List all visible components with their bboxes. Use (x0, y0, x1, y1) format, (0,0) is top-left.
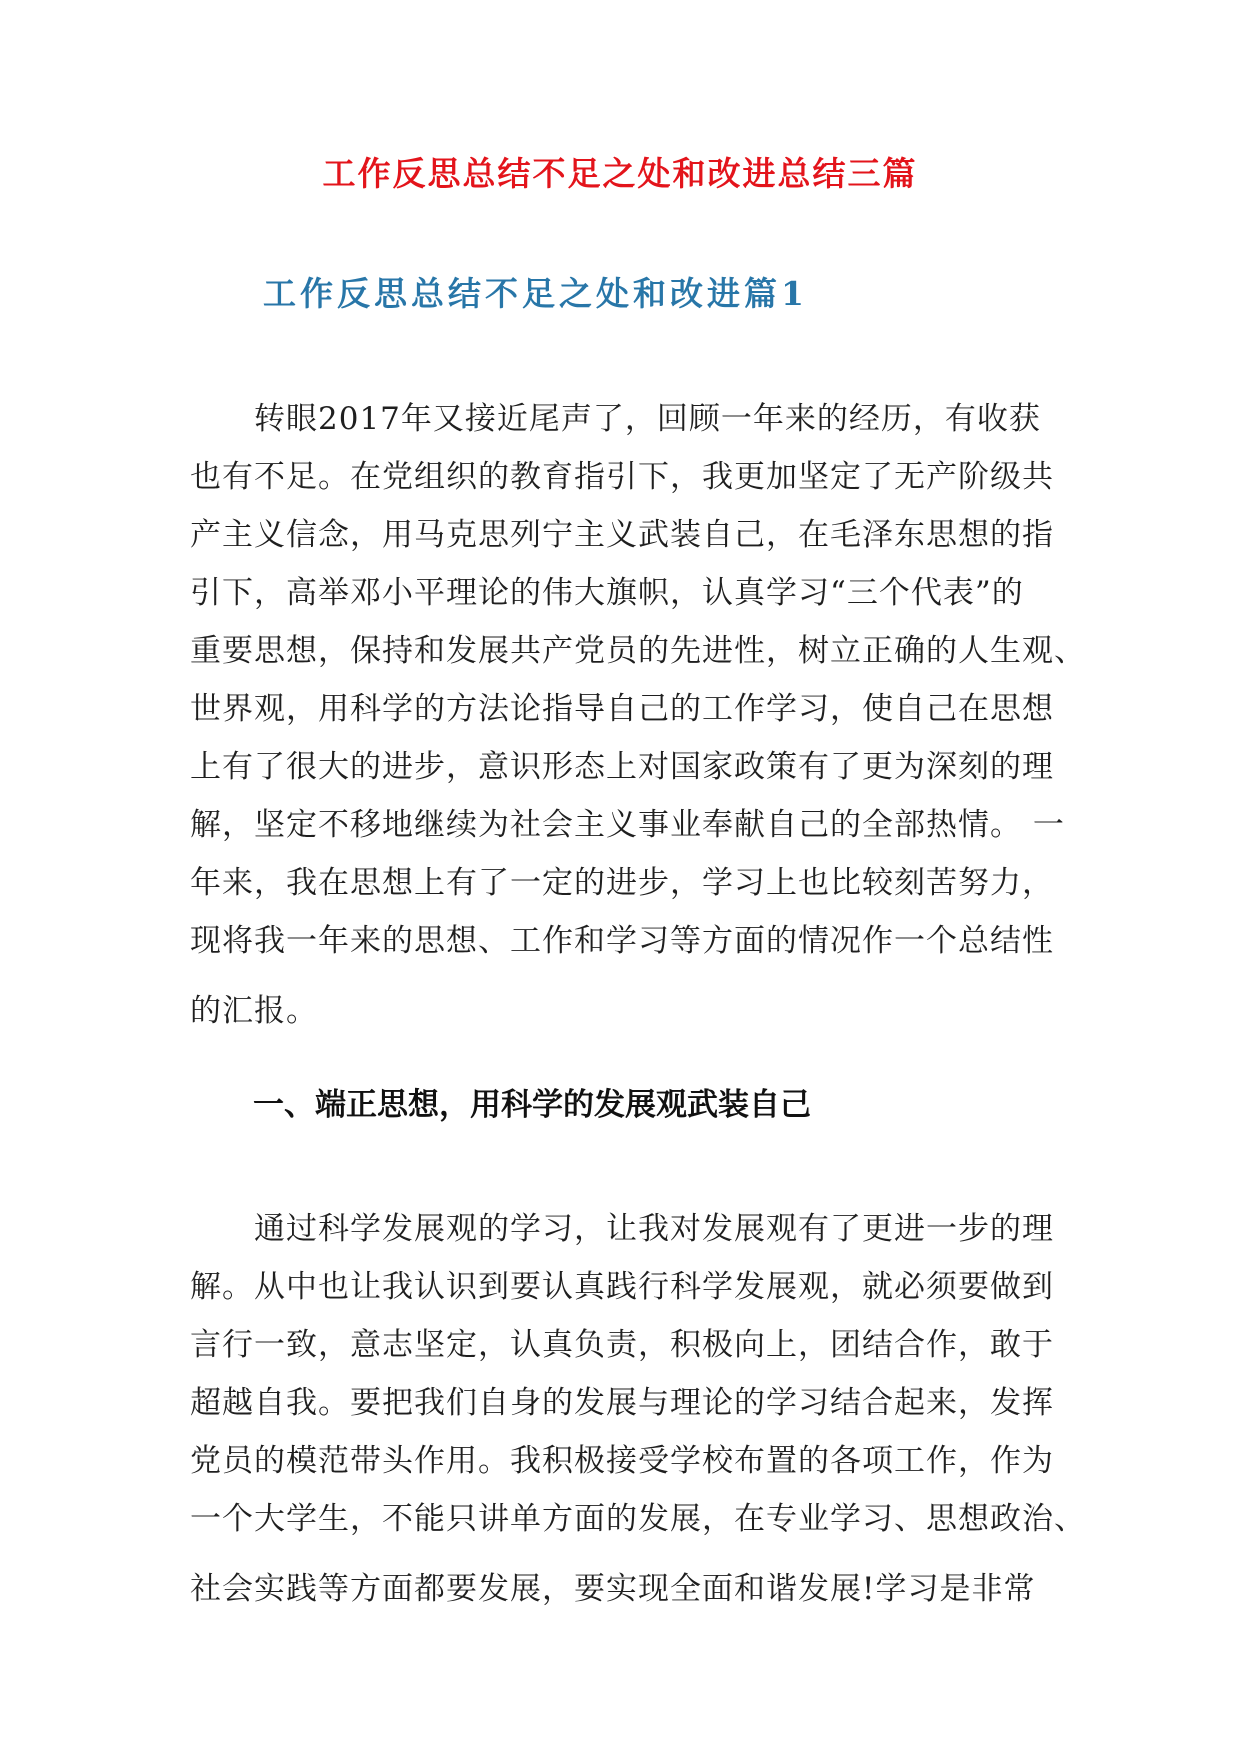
paragraph-line: 转眼2017年又接近尾声了，回顾一年来的经历，有收获 (254, 401, 1041, 437)
subheading: 一、端正思想，用科学的发展观武装自己 (253, 1087, 811, 1123)
paragraph-line: 社会实践等方面都要发展，要实现全面和谐发展!学习是非常 (190, 1571, 1036, 1607)
paragraph-line: 年来，我在思想上有了一定的进步，学习上也比较刻苦努力， (190, 865, 1054, 901)
paragraph-line: 解。从中也让我认识到要认真践行科学发展观，就必须要做到 (190, 1269, 1054, 1305)
paragraph-line: 现将我一年来的思想、工作和学习等方面的情况作一个总结性 (190, 923, 1054, 959)
paragraph-line: 通过科学发展观的学习，让我对发展观有了更进一步的理 (254, 1211, 1054, 1247)
paragraph-line: 也有不足。在党组织的教育指引下，我更加坚定了无产阶级共 (190, 459, 1054, 495)
paragraph-line: 党员的模范带头作用。我积极接受学校布置的各项工作，作为 (190, 1443, 1054, 1479)
paragraph-line: 的汇报。 (190, 993, 318, 1029)
paragraph-line: 解，坚定不移地继续为社会主义事业奉献自己的全部热情。 一 (190, 807, 1065, 843)
paragraph-line: 世界观，用科学的方法论指导自己的工作学习，使自己在思想 (190, 691, 1054, 727)
paragraph-line: 上有了很大的进步，意识形态上对国家政策有了更为深刻的理 (190, 749, 1054, 785)
paragraph-line: 重要思想，保持和发展共产党员的先进性，树立正确的人生观、 (190, 633, 1086, 669)
section-title: 工作反思总结不足之处和改进篇1 (263, 274, 808, 313)
paragraph-line: 产主义信念，用马克思列宁主义武装自己，在毛泽东思想的指 (190, 517, 1054, 553)
paragraph-section-one (190, 1200, 1086, 1618)
document-title: 工作反思总结不足之处和改进总结三篇 (322, 154, 918, 193)
paragraph-line: 引下，高举邓小平理论的伟大旗帜，认真学习“三个代表”的 (190, 575, 1024, 611)
paragraph-intro (190, 390, 1086, 1040)
paragraph-line: 一个大学生，不能只讲单方面的发展，在专业学习、思想政治、 (190, 1501, 1086, 1537)
paragraph-line: 超越自我。要把我们自身的发展与理论的学习结合起来，发挥 (190, 1385, 1054, 1421)
paragraph-line: 言行一致，意志坚定，认真负责，积极向上，团结合作，敢于 (190, 1327, 1054, 1363)
